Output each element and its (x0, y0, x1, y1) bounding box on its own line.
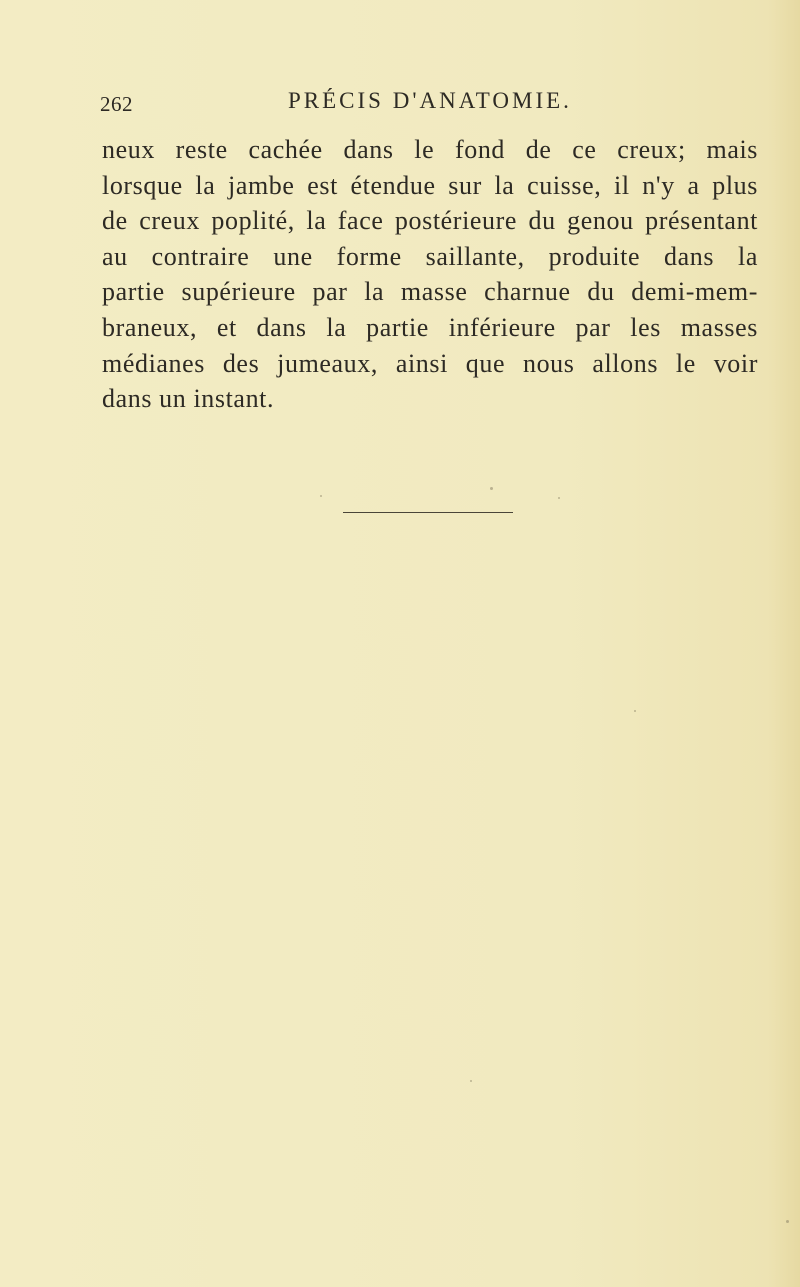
page-header (100, 86, 750, 122)
paper-speck (786, 1220, 789, 1223)
section-end-rule (343, 512, 513, 513)
paper-speck (490, 487, 493, 490)
text-line: lorsque la jambe est étendue sur la cuisse, il n'y a plus (102, 170, 758, 200)
running-title: PRÉCIS D'ANATOMIE. (288, 88, 572, 113)
text-line: braneux, et dans la partie inférieure par les masses (102, 312, 758, 342)
paper-speck (558, 497, 560, 499)
paper-speck (320, 495, 322, 497)
paper-speck (470, 1080, 472, 1082)
text-line: de creux poplité, la face postérieure du genou présentant (102, 206, 758, 236)
text-line: dans un instant. (102, 384, 275, 414)
page-number: 262 (100, 92, 133, 116)
text-line: médianes des jumeaux, ainsi que nous allons le voir (102, 348, 758, 378)
text-line: neux reste cachée dans le fond de ce creux; mais (102, 135, 758, 164)
text-line: au contraire une forme saillante, produite dans la (102, 241, 758, 271)
text-line: partie supérieure par la masse charnue du demi-mem- (102, 277, 758, 307)
body-paragraph (102, 132, 758, 417)
paper-speck (634, 710, 636, 712)
